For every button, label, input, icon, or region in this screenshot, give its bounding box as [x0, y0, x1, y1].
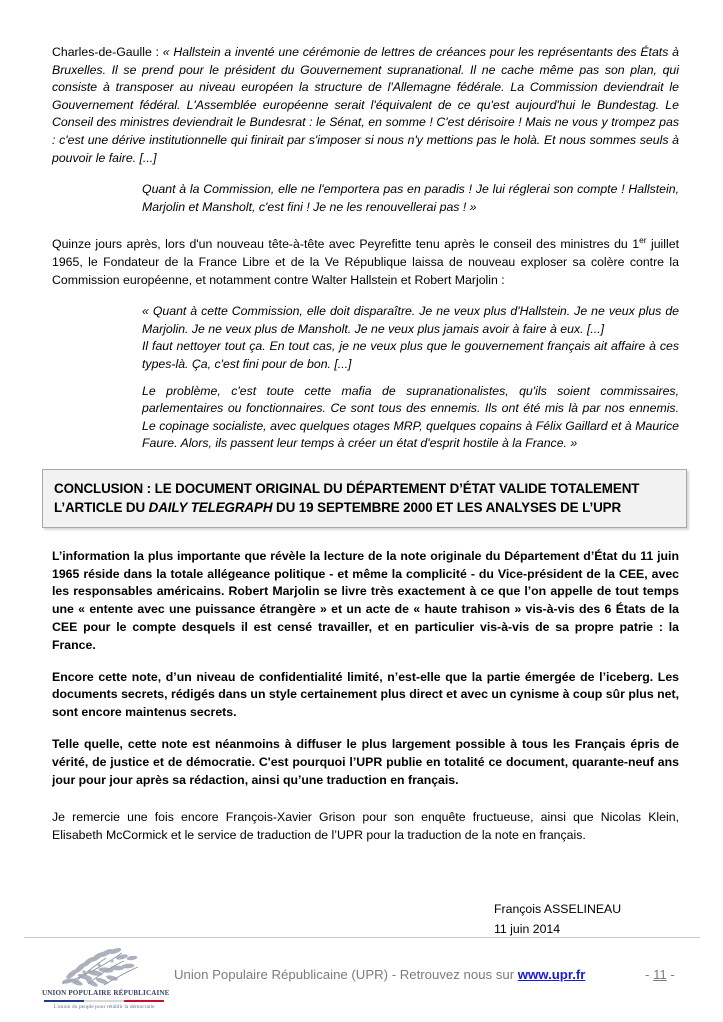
logo-slogan: L'union du peuple pour rétablir la démocratie — [53, 1004, 155, 1010]
olive-branch-icon — [54, 944, 154, 990]
footer-text — [174, 967, 585, 982]
conclusion-line-1: CONCLUSION : LE DOCUMENT ORIGINAL DU DÉPARTEMENT D’ÉTAT VALIDE TOTALEMENT — [54, 480, 640, 496]
tricolor-red — [124, 1000, 164, 1002]
conclusion-box — [42, 469, 687, 528]
upr-logo — [42, 944, 170, 1018]
thanks-paragraph: Je remercie une fois encore François-Xavier Grison pour son enquête fructueuse, ainsi que Nicolas Klein, Elisabeth McCormick et le service de traduction de l’UPR pour la traduction de la note en français. — [52, 810, 679, 843]
signature-date: 11 juin 2014 — [494, 921, 561, 936]
footer-text-label: Union Populaire Républicaine (UPR) - Retrouvez nous sur — [174, 967, 518, 982]
quote-2-paragraph-1: « Quant à cette Commission, elle doit disparaître. Je ne veux plus d'Hallstein. Je ne veux plus de Marjolin. Je ne veux plus de Mansholt. Je ne veux plus jamais avoir à faire à eux. [...] — [142, 304, 679, 336]
signature-name: François ASSELINEAU — [494, 901, 622, 916]
spacer — [52, 374, 679, 383]
tricolor-bar-icon — [44, 1000, 164, 1002]
speaker-label: Charles-de-Gaulle : — [52, 45, 163, 59]
spacer — [52, 167, 679, 181]
logo-organization-name: UNION POPULAIRE RÉPUBLICAINE — [42, 989, 170, 997]
narrative-part-b: juillet 1965, le Fondateur de la France Libre et de la Ve République laissa de nouveau exploser sa colère contre la Commission européenne, et notamment contre Walter Hallstein et Robert Marjolin : — [52, 237, 679, 287]
spacer — [52, 789, 679, 809]
argument-paragraph-2: Encore cette note, d’un niveau de confidentialité limité, n’est-elle que la partie émergée de l’iceberg. Les documents secrets, rédigés dans un style certainement plus direct et avec un cynisme à coup sûr plus net, sont encore maintenus secrets. — [52, 669, 679, 720]
quote-2-paragraph-2: Il faut nettoyer tout ça. En tout cas, je ne veux plus que le gouvernement français ait affaire à ces types-là. Ça, c'est fini pour de bon. [...] — [142, 339, 679, 371]
page-footer — [0, 941, 723, 1022]
tricolor-white — [84, 1000, 124, 1002]
argument-paragraph-1: L’information la plus importante que révèle la lecture de la note originale du Département d’État du 11 juin 1965 réside dans la totale allégeance politique - et même la complicité - du Vice-président de la CEE, avec les responsables américains. Robert Marjolin se livre très exactement à ce que l’on appelle de tout temps une « entente avec une puissance étrangère » et un acte de « haute trahison » vis-à-vis des 6 États de la CEE pour le compte desquels il est censé travailler, et en particulier vis-à-vis de sa propre patrie : la France. — [52, 548, 679, 652]
narrative-paragraph-1 — [52, 236, 679, 289]
signature-block — [52, 899, 679, 939]
argument-paragraph-3: Telle quelle, cette note est néanmoins à diffuser le plus largement possible à tous les Français épris de vérité, de justice et de démocratie. C'est pourquoi l’UPR publie en totalité ce document, quarante-neuf ans jour pour jour après sa rédaction, ainsi qu’une traduction en français. — [52, 737, 679, 787]
footer-website-link[interactable]: www.upr.fr — [517, 967, 586, 982]
conclusion-line-2-before: L’ARTICLE DU — [54, 500, 149, 516]
footer-divider — [24, 937, 700, 938]
spacer — [52, 655, 679, 669]
conclusion-line-2-after: DU 19 SEPTEMBRE 2000 ET LES ANALYSES DE L’UPR — [272, 500, 622, 516]
spacer — [52, 289, 679, 303]
quote-1-paragraph-2: Quant à la Commission, elle ne l'emportera pas en paradis ! Je lui réglerai son compte ! Hallstein, Marjolin et Mansholt, c'est fini ! Je ne les renouvellerai pas ! » — [142, 182, 679, 214]
quote-block-1 — [52, 44, 679, 167]
spacer — [52, 722, 679, 736]
page-number-suffix: - — [666, 967, 675, 982]
page-number — [645, 967, 675, 982]
ordinal-suffix: er — [639, 235, 647, 246]
tricolor-blue — [44, 1000, 84, 1002]
page-number-value: 11 — [653, 967, 667, 982]
conclusion-newspaper-title: DAILY TELEGRAPH — [148, 500, 273, 516]
spacer — [52, 216, 679, 236]
page-content — [52, 44, 679, 939]
spacer — [52, 528, 679, 548]
narrative-part-a: Quinze jours après, lors d'un nouveau tête-à-tête avec Peyrefitte tenu après le conseil des ministres du 1 — [52, 237, 640, 252]
quote-2-paragraph-3: Le problème, c'est toute cette mafia de supranationalistes, qu'ils soient commissaires, parlementaires ou fonctionnaires. Ce sont tous des ennemis. Ils ont été mis là par nos ennemis. Le copinage socialiste, avec quelques otages MRP, quelques copains à Félix Gaillard et à Maurice Faure. Alors, ils passent leur temps à créer un état d'esprit hostile à la France. » — [142, 383, 679, 451]
quote-1-paragraph-1: « Hallstein a inventé une cérémonie de lettres de créances pour les représentants des États à Bruxelles. Il se prend pour le président du Gouvernement supranational. Il ne cache même pas son plan, qui consiste à transposer au niveau européen la structure de l'Allemagne fédérale. La Commission deviendrait le Gouvernement fédéral. L'Assemblée européenne serait l'équivalent de ce qu'est aujourd'hui le Bundestag. Le Conseil des ministres deviendrait le Bundesrat : le Sénat, en somme ! C'est dérisoire ! Mais ne vous y trompez pas : c'est une dérive institutionnelle qui finirait par s'imposer si nous n'y mettions pas le holà. Et nous sommes seuls à pouvoir le faire. [...] — [52, 45, 679, 165]
conclusion-line-2 — [54, 498, 676, 518]
page-number-prefix: - — [645, 967, 654, 982]
